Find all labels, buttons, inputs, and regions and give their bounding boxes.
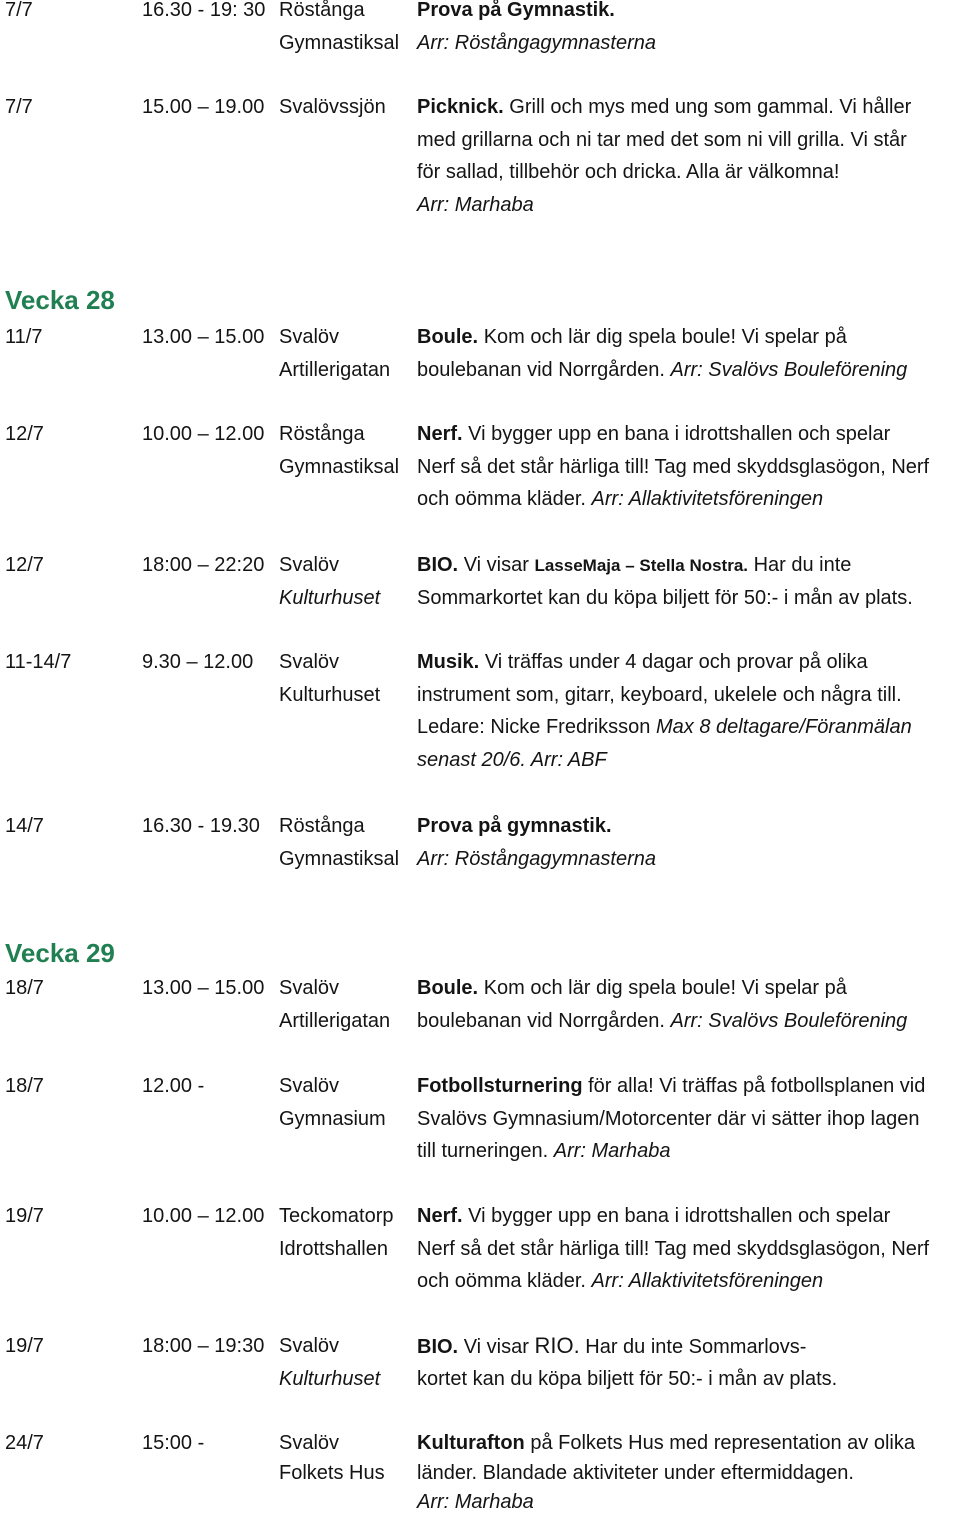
event-row: [0, 810, 960, 875]
event-venue: [279, 549, 417, 614]
event-text: kortet kan du köpa biljett för 50:- i mån av plats.: [417, 1367, 838, 1390]
venue-name: Svalöv: [279, 326, 340, 348]
description-line: [417, 1429, 955, 1459]
event-row: [0, 646, 960, 776]
venue-detail: Gymnastiksal: [279, 847, 400, 870]
venue-detail-text: Kulturhuset: [279, 1367, 381, 1390]
venue-detail: [279, 582, 417, 615]
event-date: 18/7: [5, 1075, 44, 1097]
event-date: 19/7: [5, 1205, 44, 1227]
description-line: [417, 582, 955, 615]
venue-name: Svalöv: [279, 1075, 340, 1097]
description-line: [417, 711, 955, 744]
description-line: [417, 483, 955, 516]
description-line: [417, 0, 955, 27]
event-text: på Folkets Hus med representation av olika: [530, 1432, 915, 1454]
event-time: 10.00 – 12.00: [142, 1205, 265, 1227]
description-line: [417, 646, 955, 679]
event-date: 7/7: [5, 0, 33, 21]
event-date: 7/7: [5, 96, 33, 118]
event-venue: [279, 646, 417, 776]
event-row: [0, 418, 960, 516]
venue-detail: Gymnastiksal: [279, 31, 400, 54]
event-text: Sommarkortet kan du köpa biljett för 50:- i mån av plats.: [417, 586, 913, 609]
event-organizer: Arr: Allaktivitetsföreningen: [591, 488, 824, 510]
event-row: [0, 1070, 960, 1168]
venue-name: Svalöv: [279, 651, 340, 673]
event-row: [0, 91, 960, 221]
event-organizer: Arr: Röstångagymnasterna: [417, 31, 657, 54]
description-line: [417, 124, 955, 157]
event-organizer: Arr: Röstångagymnasterna: [417, 847, 657, 870]
event-text: instrument som, gitarr, keyboard, ukelele och några till.: [417, 683, 902, 706]
event-title: Musik.: [417, 651, 480, 673]
event-text: Kom och lär dig spela boule! Vi spelar på: [483, 977, 847, 999]
event-text: Har du inte: [753, 554, 852, 576]
event-description: [417, 418, 955, 516]
event-description: [417, 810, 955, 875]
venue-name: Svalöv: [279, 1335, 340, 1357]
event-text: till turneringen.: [417, 1140, 549, 1162]
venue-detail-text: Kulturhuset: [279, 586, 381, 609]
event-description: [417, 91, 955, 221]
event-text: Vi visar: [463, 1336, 529, 1358]
venue-detail: Gymnastiksal: [279, 455, 400, 478]
event-text: Har du inte Sommarlovs-: [585, 1336, 807, 1358]
event-description: [417, 1200, 955, 1298]
event-title: Kulturafton: [417, 1432, 525, 1454]
event-organizer: senast 20/6. Arr: ABF: [417, 748, 607, 771]
description-line: [417, 549, 955, 582]
venue-detail: Artillerigatan: [279, 358, 391, 381]
venue-detail: Folkets Hus: [279, 1461, 385, 1484]
description-line: [417, 91, 955, 124]
event-description: [417, 972, 955, 1037]
event-description: [417, 646, 955, 776]
event-organizer: Arr: Svalövs Bouleförening: [670, 358, 908, 381]
event-date: 19/7: [5, 1335, 44, 1357]
event-text: boulebanan vid Norrgården.: [417, 1009, 665, 1032]
event-organizer: Arr: Allaktivitetsföreningen: [591, 1270, 824, 1292]
event-organizer: Arr: Marhaba: [417, 1491, 534, 1513]
venue-name: Svalöv: [279, 977, 340, 999]
description-line: [417, 27, 955, 60]
event-description: [417, 321, 955, 386]
event-description: [417, 1070, 955, 1168]
event-description: [417, 1330, 955, 1395]
description-line: [417, 1070, 955, 1103]
event-venue: [279, 321, 417, 386]
event-time: 9.30 – 12.00: [142, 651, 254, 673]
event-organizer: Arr: Marhaba: [417, 193, 534, 216]
event-text: och oömma kläder.: [417, 1270, 586, 1292]
description-line: [417, 451, 955, 484]
week-heading: Vecka 29: [5, 938, 115, 968]
event-title: Nerf.: [417, 1205, 463, 1227]
description-line: [417, 972, 955, 1005]
venue-name: Svalöv: [279, 554, 340, 576]
description-line: [417, 1265, 955, 1298]
event-text: Kom och lär dig spela boule! Vi spelar på: [483, 326, 847, 348]
event-text: Nerf så det står härliga till! Tag med skyddsglasögon, Nerf: [417, 1237, 930, 1260]
event-date: 24/7: [5, 1432, 44, 1454]
event-description: [417, 0, 955, 59]
event-venue: [279, 810, 417, 875]
event-time: 15.00 – 19.00: [142, 96, 265, 118]
event-title: Picknick.: [417, 96, 504, 118]
event-text: Vi bygger upp en bana i idrottshallen och spelar: [468, 1205, 891, 1227]
event-description: [417, 1429, 955, 1518]
description-line: [417, 744, 955, 777]
event-row: [0, 549, 960, 614]
event-row: [0, 1200, 960, 1298]
description-line: [417, 1459, 955, 1489]
event-text: boulebanan vid Norrgården.: [417, 358, 665, 381]
description-line: [417, 1363, 955, 1396]
description-line: [417, 354, 955, 387]
event-text: med grillarna och ni tar med det som ni vill grilla. Vi står: [417, 128, 907, 151]
event-time: 16.30 - 19.30: [142, 815, 260, 837]
event-text: Grill och mys med ung som gammal. Vi håller: [509, 96, 912, 118]
event-title: Nerf.: [417, 423, 463, 445]
event-text: Vi träffas under 4 dagar och provar på olika: [484, 651, 868, 673]
event-venue: [279, 91, 417, 221]
event-row: [0, 972, 960, 1037]
event-organizer: Arr: Marhaba: [553, 1140, 671, 1162]
event-title: Prova på gymnastik.: [417, 815, 612, 837]
event-date: 14/7: [5, 815, 44, 837]
event-time: 13.00 – 15.00: [142, 326, 265, 348]
venue-detail: Artillerigatan: [279, 1009, 391, 1032]
event-date: 11/7: [5, 326, 43, 348]
event-venue: [279, 972, 417, 1037]
description-line: [417, 156, 955, 189]
event-title: Boule.: [417, 977, 479, 999]
description-line: [417, 418, 955, 451]
film-title: LasseMaja – Stella Nostra.: [534, 556, 749, 575]
event-title: Fotbollsturnering: [417, 1075, 583, 1097]
event-text: och oömma kläder.: [417, 488, 586, 510]
event-text: Vi visar: [463, 554, 529, 576]
venue-name: Svalövssjön: [279, 96, 386, 118]
event-text: länder. Blandade aktiviteter under eftermiddagen.: [417, 1461, 854, 1484]
event-venue: [279, 1200, 417, 1298]
venue-name: Röstånga: [279, 0, 365, 21]
film-title: RIO.: [534, 1333, 580, 1358]
description-line: [417, 679, 955, 712]
event-description: [417, 549, 955, 614]
event-time: 18:00 – 22:20: [142, 554, 265, 576]
venue-detail: [279, 1363, 417, 1396]
venue-name: Teckomatorp: [279, 1205, 394, 1227]
event-text: för alla! Vi träffas på fotbollsplanen vid: [588, 1075, 926, 1097]
event-title: Boule.: [417, 326, 479, 348]
event-venue: [279, 1429, 417, 1518]
description-line: [417, 1488, 955, 1518]
event-time: 15:00 -: [142, 1432, 205, 1454]
event-date: 12/7: [5, 423, 44, 445]
venue-detail: Kulturhuset: [279, 683, 381, 706]
description-line: [417, 810, 955, 843]
event-time: 10.00 – 12.00: [142, 423, 265, 445]
event-time: 12.00 -: [142, 1075, 205, 1097]
description-line: [417, 843, 955, 876]
event-title: Prova på Gymnastik.: [417, 0, 615, 21]
event-time: 16.30 - 19: 30: [142, 0, 266, 21]
event-note: Max 8 deltagare/Föranmälan: [656, 716, 912, 738]
event-organizer: Arr: Svalövs Bouleförening: [670, 1009, 908, 1032]
event-title: BIO.: [417, 554, 459, 576]
event-text: Ledare: Nicke Fredriksson: [417, 716, 651, 738]
week-heading: Vecka 28: [5, 285, 115, 315]
description-line: [417, 189, 955, 222]
description-line: [417, 1330, 955, 1363]
venue-name: Svalöv: [279, 1432, 340, 1454]
event-text: Svalövs Gymnasium/Motorcenter där vi sätter ihop lagen: [417, 1107, 920, 1130]
event-time: 18:00 – 19:30: [142, 1335, 265, 1357]
description-line: [417, 1005, 955, 1038]
event-row: [0, 321, 960, 386]
event-row: [0, 1330, 960, 1395]
description-line: [417, 1200, 955, 1233]
description-line: [417, 1135, 955, 1168]
venue-name: Röstånga: [279, 815, 365, 837]
event-text: för sallad, tillbehör och dricka. Alla är välkomna!: [417, 161, 840, 183]
event-row: [0, 1429, 960, 1518]
event-venue: [279, 0, 417, 59]
description-line: [417, 1233, 955, 1266]
event-date: 18/7: [5, 977, 44, 999]
event-venue: [279, 1070, 417, 1168]
event-row: [0, 0, 960, 59]
event-time: 13.00 – 15.00: [142, 977, 265, 999]
event-text: Vi bygger upp en bana i idrottshallen och spelar: [468, 423, 891, 445]
description-line: [417, 1103, 955, 1136]
event-venue: [279, 418, 417, 516]
venue-detail: Idrottshallen: [279, 1237, 388, 1260]
event-date: 11-14/7: [5, 651, 72, 673]
venue-name: Röstånga: [279, 423, 365, 445]
event-text: Nerf så det står härliga till! Tag med skyddsglasögon, Nerf: [417, 455, 930, 478]
event-date: 12/7: [5, 554, 44, 576]
description-line: [417, 321, 955, 354]
venue-detail: Gymnasium: [279, 1107, 386, 1130]
event-title: BIO.: [417, 1336, 459, 1358]
event-venue: [279, 1330, 417, 1395]
